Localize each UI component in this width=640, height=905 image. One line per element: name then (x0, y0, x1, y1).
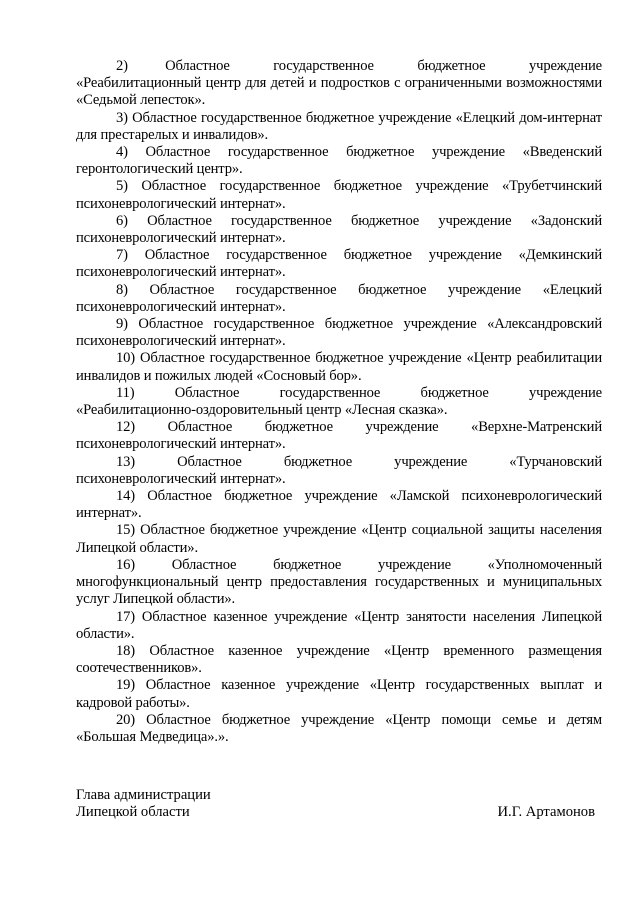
list-item-15: 15) Областное бюджетное учреждение «Центр социальной защиты населения Липецкой области». (76, 522, 602, 556)
list-item-5: 5) Областное государственное бюджетное учреждение «Трубетчинский психоневрологический интернат». (76, 178, 602, 212)
document-body (76, 58, 602, 746)
list-item-16: 16) Областное бюджетное учреждение «Уполномоченный многофункциональный центр предоставления государственных и муниципальных услуг Липецкой области». (76, 556, 602, 608)
signature-position-line1: Глава администрации (76, 787, 211, 803)
list-item-9: 9) Областное государственное бюджетное учреждение «Александровский психоневрологический интернат». (76, 316, 602, 350)
list-item-12: 12) Областное бюджетное учреждение «Верхне-Матренский психоневрологический интернат». (76, 419, 602, 453)
list-item-8: 8) Областное государственное бюджетное учреждение «Елецкий психоневрологический интернат». (76, 281, 602, 315)
list-item-14: 14) Областное бюджетное учреждение «Ламской психоневрологический интернат». (76, 488, 602, 522)
list-item-4: 4) Областное государственное бюджетное учреждение «Введенский геронтологический центр». (76, 144, 602, 178)
list-item-17: 17) Областное казенное учреждение «Центр занятости населения Липецкой области». (76, 608, 602, 642)
list-item-18: 18) Областное казенное учреждение «Центр временного размещения соотечественников». (76, 642, 602, 677)
list-item-3: 3) Областное государственное бюджетное учреждение «Елецкий дом-интернат для престарелых и инвалидов». (76, 109, 602, 143)
signatory-name: И.Г. Артамонов (497, 804, 595, 821)
list-item-2: 2) Областное государственное бюджетное учреждение «Реабилитационный центр для детей и подростков с ограниченными возможностями «Седьмой лепесток». (76, 58, 602, 109)
signature-line (76, 804, 602, 821)
list-item-20: 20) Областное бюджетное учреждение «Центр помощи семье и детям «Большая Медведица».». (76, 711, 602, 745)
list-item-10: 10) Областное государственное бюджетное учреждение «Центр реабилитации инвалидов и пожилых людей «Сосновый бор». (76, 350, 602, 384)
list-item-7: 7) Областное государственное бюджетное учреждение «Демкинский психоневрологический интернат». (76, 247, 602, 281)
signature-block (76, 787, 602, 822)
list-item-19: 19) Областное казенное учреждение «Центр государственных выплат и кадровой работы». (76, 677, 602, 711)
signature-position-line2: Липецкой области (76, 804, 190, 821)
list-item-13: 13) Областное бюджетное учреждение «Турчановский психоневрологический интернат». (76, 453, 602, 487)
list-item-11: 11) Областное государственное бюджетное учреждение «Реабилитационно-оздоровительный центр «Лесная сказка». (76, 384, 602, 419)
list-item-6: 6) Областное государственное бюджетное учреждение «Задонский психоневрологический интернат». (76, 212, 602, 247)
